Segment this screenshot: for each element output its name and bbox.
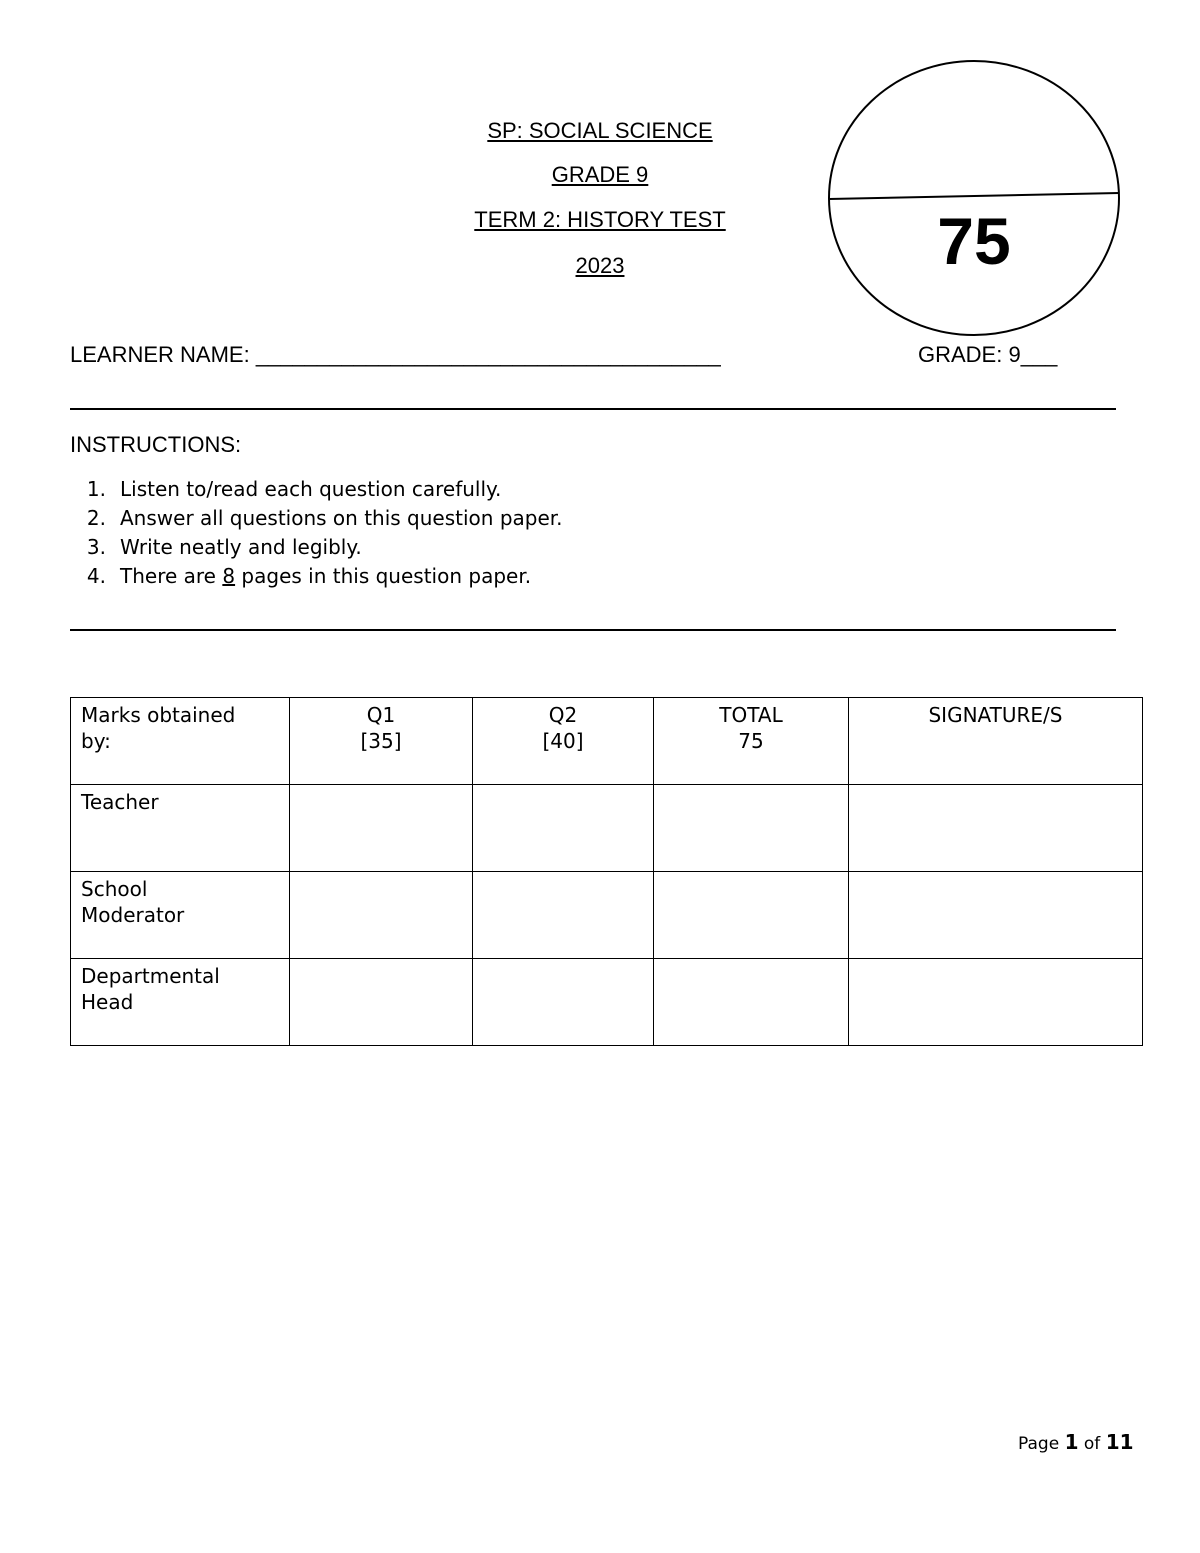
table-row — [71, 785, 1143, 872]
grade-title: GRADE 9 — [551, 162, 649, 187]
instruction-text: Listen to/read each question carefully. — [120, 477, 502, 501]
moderator-signature-cell[interactable] — [849, 872, 1143, 959]
footer-page-number: 1 — [1064, 1430, 1079, 1454]
instruction-text: Write neatly and legibly. — [120, 535, 362, 559]
teacher-q2-cell[interactable] — [473, 785, 654, 872]
teacher-total-cell[interactable] — [654, 785, 849, 872]
header-marks-obtained: Marks obtained by: — [71, 698, 290, 785]
year-title: 2023 — [575, 253, 625, 278]
page-footer — [1018, 1430, 1134, 1454]
grade-field[interactable] — [918, 342, 1057, 368]
instruction-text: There are — [120, 564, 223, 588]
moderator-q2-cell[interactable] — [473, 872, 654, 959]
teacher-q1-cell[interactable] — [290, 785, 473, 872]
instruction-number: 3. — [86, 535, 106, 559]
divider-bottom — [70, 629, 1116, 631]
head-total-cell[interactable] — [654, 959, 849, 1046]
learner-name-field[interactable] — [70, 342, 721, 368]
table-row — [71, 872, 1143, 959]
table-row — [71, 959, 1143, 1046]
teacher-signature-cell[interactable] — [849, 785, 1143, 872]
term-title: TERM 2: HISTORY TEST — [474, 207, 726, 232]
page-count: 8 — [222, 564, 236, 588]
score-divider-line — [829, 193, 1119, 199]
row-label-teacher: Teacher — [71, 785, 290, 872]
instructions-heading: INSTRUCTIONS: — [70, 432, 242, 457]
row-label-school-moderator: School Moderator — [71, 872, 290, 959]
learner-name-label: LEARNER NAME: — [70, 342, 250, 367]
subject-title: SP: SOCIAL SCIENCE — [487, 118, 713, 143]
instruction-item — [70, 562, 563, 591]
footer-of-word: of — [1083, 1434, 1101, 1454]
instruction-number: 2. — [86, 506, 106, 530]
instruction-number: 4. — [86, 564, 106, 588]
score-total: 75 — [937, 204, 1011, 278]
head-signature-cell[interactable] — [849, 959, 1143, 1046]
head-q1-cell[interactable] — [290, 959, 473, 1046]
moderator-total-cell[interactable] — [654, 872, 849, 959]
moderator-q1-cell[interactable] — [290, 872, 473, 959]
row-label-departmental-head: Departmental Head — [71, 959, 290, 1046]
grade-label: GRADE: 9 — [918, 342, 1021, 367]
instruction-number: 1. — [86, 477, 106, 501]
table-header-row — [71, 698, 1143, 785]
head-q2-cell[interactable] — [473, 959, 654, 1046]
grade-blank: ___ — [1020, 342, 1058, 367]
instruction-item — [70, 504, 563, 533]
header-q1: Q1 [35] — [290, 698, 473, 785]
instruction-item — [70, 475, 563, 504]
header-total: TOTAL 75 — [654, 698, 849, 785]
marks-table — [70, 697, 1143, 1046]
score-circle — [828, 60, 1120, 336]
header-q2: Q2 [40] — [473, 698, 654, 785]
instruction-text: Answer all questions on this question paper. — [120, 506, 563, 530]
learner-name-blank: ______________________________________ — [255, 342, 721, 367]
instruction-item — [70, 533, 563, 562]
instructions-list — [70, 475, 563, 591]
header-signatures: SIGNATURE/S — [849, 698, 1143, 785]
divider-top — [70, 408, 1116, 410]
footer-page-word: Page — [1018, 1434, 1060, 1454]
footer-page-total: 11 — [1105, 1430, 1134, 1454]
instruction-text: pages in this question paper. — [235, 564, 532, 588]
